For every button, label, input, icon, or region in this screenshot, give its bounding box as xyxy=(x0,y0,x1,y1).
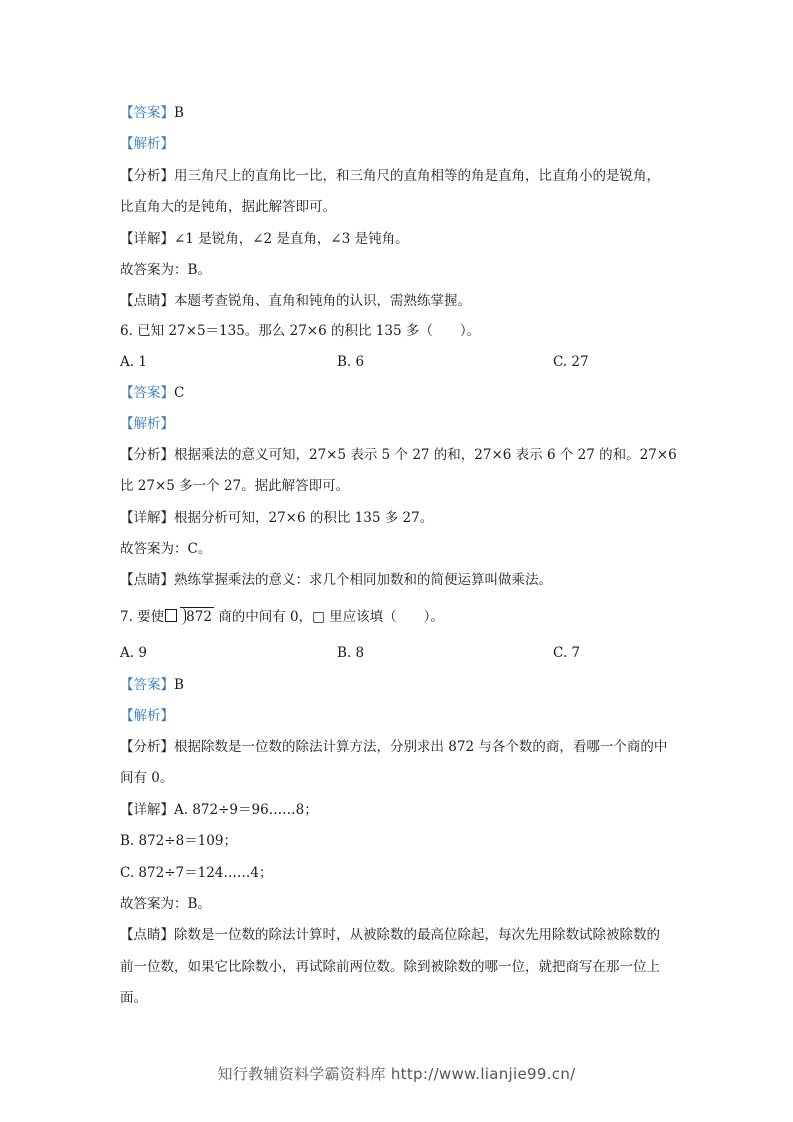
fenxi-line-2: 比直角大的是钝角，据此解答即可。 xyxy=(120,199,336,215)
dianjing-line xyxy=(120,571,680,589)
question-6: 6. 已知 27×5＝135。那么 27×6 的积比 135 多（ ）。 xyxy=(120,323,481,339)
analysis-heading: 【解析】 xyxy=(120,416,174,432)
dianjing-text: 熟练掌握乘法的意义：求几个相同加数和的简便运算叫做乘法。 xyxy=(174,572,552,588)
fenxi-text: 根据除数是一位数的除法计算方法，分别求出 872 与各个数的商，看哪一个商的中 xyxy=(174,739,668,755)
q7-option-a: A. 9 xyxy=(120,645,147,661)
dianjing-text: 本题考查锐角、直角和钝角的认识，需熟练掌握。 xyxy=(174,293,471,309)
xiangjie-text-a: A. 872÷9＝96……8； xyxy=(174,802,318,818)
fenxi-line-2: 间有 0。 xyxy=(120,770,174,786)
q7-option-b: B. 8 xyxy=(337,645,365,661)
fenxi-tag: 【分析】 xyxy=(120,739,174,755)
answer-tag: 【答案】 xyxy=(120,385,174,401)
dianjing-tag: 【点睛】 xyxy=(120,927,174,943)
xiangjie-line xyxy=(120,230,680,248)
q7-prefix: 7. 要使 xyxy=(120,609,165,625)
xiangjie-tag: 【详解】 xyxy=(120,510,174,526)
dianjing-line-3: 面。 xyxy=(120,990,147,1006)
fenxi-text: 根据乘法的意义可知，27×5 表示 5 个 27 的和，27×6 表示 6 个 27 的和。27×6 xyxy=(174,447,677,463)
dianjing-text: 除数是一位数的除法计算时，从被除数的最高位除起，每次先用除数试除被除数的 xyxy=(174,927,660,943)
fenxi-line-2: 比 27×5 多一个 27。据此解答即可。 xyxy=(120,478,350,494)
q6-option-a: A. 1 xyxy=(120,354,147,370)
xiangjie-line xyxy=(120,509,680,527)
long-division-bracket xyxy=(180,607,214,626)
xiangjie-line-c: C. 872÷7＝124……4； xyxy=(120,865,273,881)
xiangjie-text: ∠1 是锐角，∠2 是直角，∠3 是钝角。 xyxy=(174,231,409,247)
dianjing-line-1 xyxy=(120,926,680,944)
fenxi-line-1 xyxy=(120,167,680,185)
xiangjie-tag: 【详解】 xyxy=(120,231,174,247)
xiangjie-line-b: B. 872÷8＝109； xyxy=(120,833,237,849)
answer-value: C xyxy=(174,385,185,401)
conclusion-line: 故答案为：C。 xyxy=(120,541,212,557)
answer-value: B xyxy=(174,105,184,121)
footer-watermark: 知行教辅资料学霸资料库 http://www.lianjie99.cn/ xyxy=(217,1065,576,1083)
answer-line xyxy=(120,384,680,402)
q7-suffix: 商的中间有 0，□ 里应该填（ ）。 xyxy=(218,609,444,625)
dianjing-line-2: 前一位数，如果它比除数小，再试除前两位数。除到被除数的哪一位，就把商写在那一位上 xyxy=(120,959,660,975)
answer-tag: 【答案】 xyxy=(120,105,174,121)
answer-tag: 【答案】 xyxy=(120,677,174,693)
fenxi-tag: 【分析】 xyxy=(120,447,174,463)
q7-option-c: C. 7 xyxy=(553,645,581,661)
answer-line xyxy=(120,104,680,122)
fenxi-line-1 xyxy=(120,738,680,756)
question-7 xyxy=(120,607,680,626)
fenxi-line-1 xyxy=(120,446,680,464)
xiangjie-line xyxy=(120,801,680,819)
q6-option-b: B. 6 xyxy=(337,354,365,370)
blank-box-icon xyxy=(165,609,177,622)
conclusion-line: 故答案为：B。 xyxy=(120,262,211,278)
dianjing-tag: 【点睛】 xyxy=(120,293,174,309)
analysis-heading: 【解析】 xyxy=(120,708,174,724)
dianjing-tag: 【点睛】 xyxy=(120,572,174,588)
q6-option-c: C. 27 xyxy=(553,354,589,370)
analysis-heading: 【解析】 xyxy=(120,136,174,152)
answer-line xyxy=(120,676,680,694)
answer-value: B xyxy=(174,677,184,693)
conclusion-line: 故答案为：B。 xyxy=(120,896,211,912)
fenxi-text: 用三角尺上的直角比一比，和三角尺的直角相等的角是直角，比直角小的是锐角， xyxy=(174,168,660,184)
dianjing-line xyxy=(120,292,680,310)
fenxi-tag: 【分析】 xyxy=(120,168,174,184)
xiangjie-text: 根据分析可知，27×6 的积比 135 多 27。 xyxy=(174,510,434,526)
q7-dividend: 872 xyxy=(186,609,212,625)
xiangjie-tag: 【详解】 xyxy=(120,802,174,818)
